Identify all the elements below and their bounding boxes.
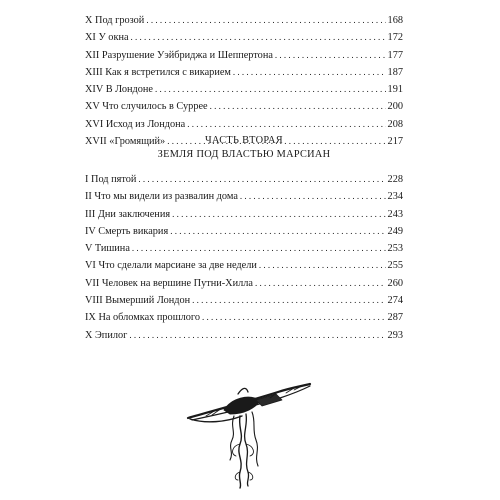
toc-entry-title: XVI Исход из Лондона [85,118,186,130]
toc-entry [85,171,403,188]
toc-entry [85,275,403,292]
part-two-label: ЧАСТЬ ВТОРАЯ [205,135,283,146]
dot-leader [132,240,386,257]
toc-entry [85,257,403,274]
toc-entry [85,81,403,98]
toc-part-two-list [85,171,403,344]
toc-entry-page: 293 [387,329,403,341]
toc-entry-title: IV Смерть викария [85,225,169,237]
toc-entry-title: I Под пятой [85,174,137,185]
toc-entry-page: 274 [387,295,403,307]
toc-entry-title: V Тишина [85,243,130,255]
dot-leader [202,309,386,326]
toc-entry-page: 249 [387,225,403,237]
toc-entry-page: 168 [387,15,403,26]
toc-entry-page: 177 [387,49,403,61]
toc-entry [85,12,403,29]
toc-entry-title: III Дни заключения [85,208,171,220]
dot-leader [170,223,385,240]
toc-entry [85,98,403,115]
toc-entry [85,29,403,46]
toc-entry-title: XIII Как я встретился с викарием [85,66,231,78]
toc-entry-title: VII Человек на вершине Путни-Хилла [85,277,253,289]
dot-leader [187,116,385,133]
martian-flying-machine-icon [186,380,314,490]
toc-entry-title: II Что мы видели из развалин дома [85,191,238,203]
toc-entry [85,223,403,240]
toc-entry-title: XIV В Лондоне [85,84,153,96]
toc-entry-page: 208 [387,118,403,130]
toc-entry-title: X Под грозой [85,15,145,26]
dot-leader [172,206,385,223]
toc-entry [85,327,403,344]
toc-entry-title: VIII Вымерший Лондон [85,295,191,307]
toc-entry-title: X Эпилог [85,329,128,341]
toc-entry-title: XVII «Громящий» [85,136,166,148]
dot-leader [192,292,385,309]
toc-entry [85,188,403,205]
dot-leader [240,188,386,205]
toc-entry-page: 234 [387,191,403,203]
dot-leader [275,47,386,64]
toc-entry-page: 191 [387,84,403,96]
toc-entry-page: 260 [387,277,403,289]
toc-entry-page: 253 [387,243,403,255]
dot-leader [233,64,386,81]
toc-entry-title: XII Разрушение Уэйбриджа и Шеппертона [85,49,273,61]
toc-entry-page: 217 [387,136,403,148]
toc-entry-page: 200 [387,101,403,113]
dot-leader [155,81,386,98]
dot-leader [129,327,385,344]
toc-entry-page: 228 [387,174,403,185]
toc-entry [85,206,403,223]
toc-entry [85,240,403,257]
toc-entry [85,116,403,133]
toc-entry-page: 243 [387,208,403,220]
toc-entry-page: 172 [387,32,403,44]
dot-leader [131,29,386,46]
toc-entry-page: 187 [387,66,403,78]
toc-entry [85,47,403,64]
dot-leader [138,171,385,188]
toc-entry-title: XV Что случилось в Суррее [85,101,208,113]
toc-entry-title: IX На обломках прошлого [85,312,201,324]
toc-entry-page: 287 [387,312,403,324]
dot-leader [210,98,386,115]
toc-entry [85,292,403,309]
toc-part-one-list [85,12,403,150]
toc-entry-page: 255 [387,260,403,272]
dot-leader [259,257,386,274]
part-two-title: ЗЕМЛЯ ПОД ВЛАСТЬЮ МАРСИАН [157,149,331,160]
toc-entry [85,309,403,326]
dot-leader [255,275,386,292]
toc-entry [85,64,403,81]
toc-entry-title: XI У окна [85,32,129,44]
toc-entry-title: VI Что сделали марсиане за две недели [85,260,257,272]
part-two-heading [85,134,403,162]
dot-leader [146,12,385,29]
